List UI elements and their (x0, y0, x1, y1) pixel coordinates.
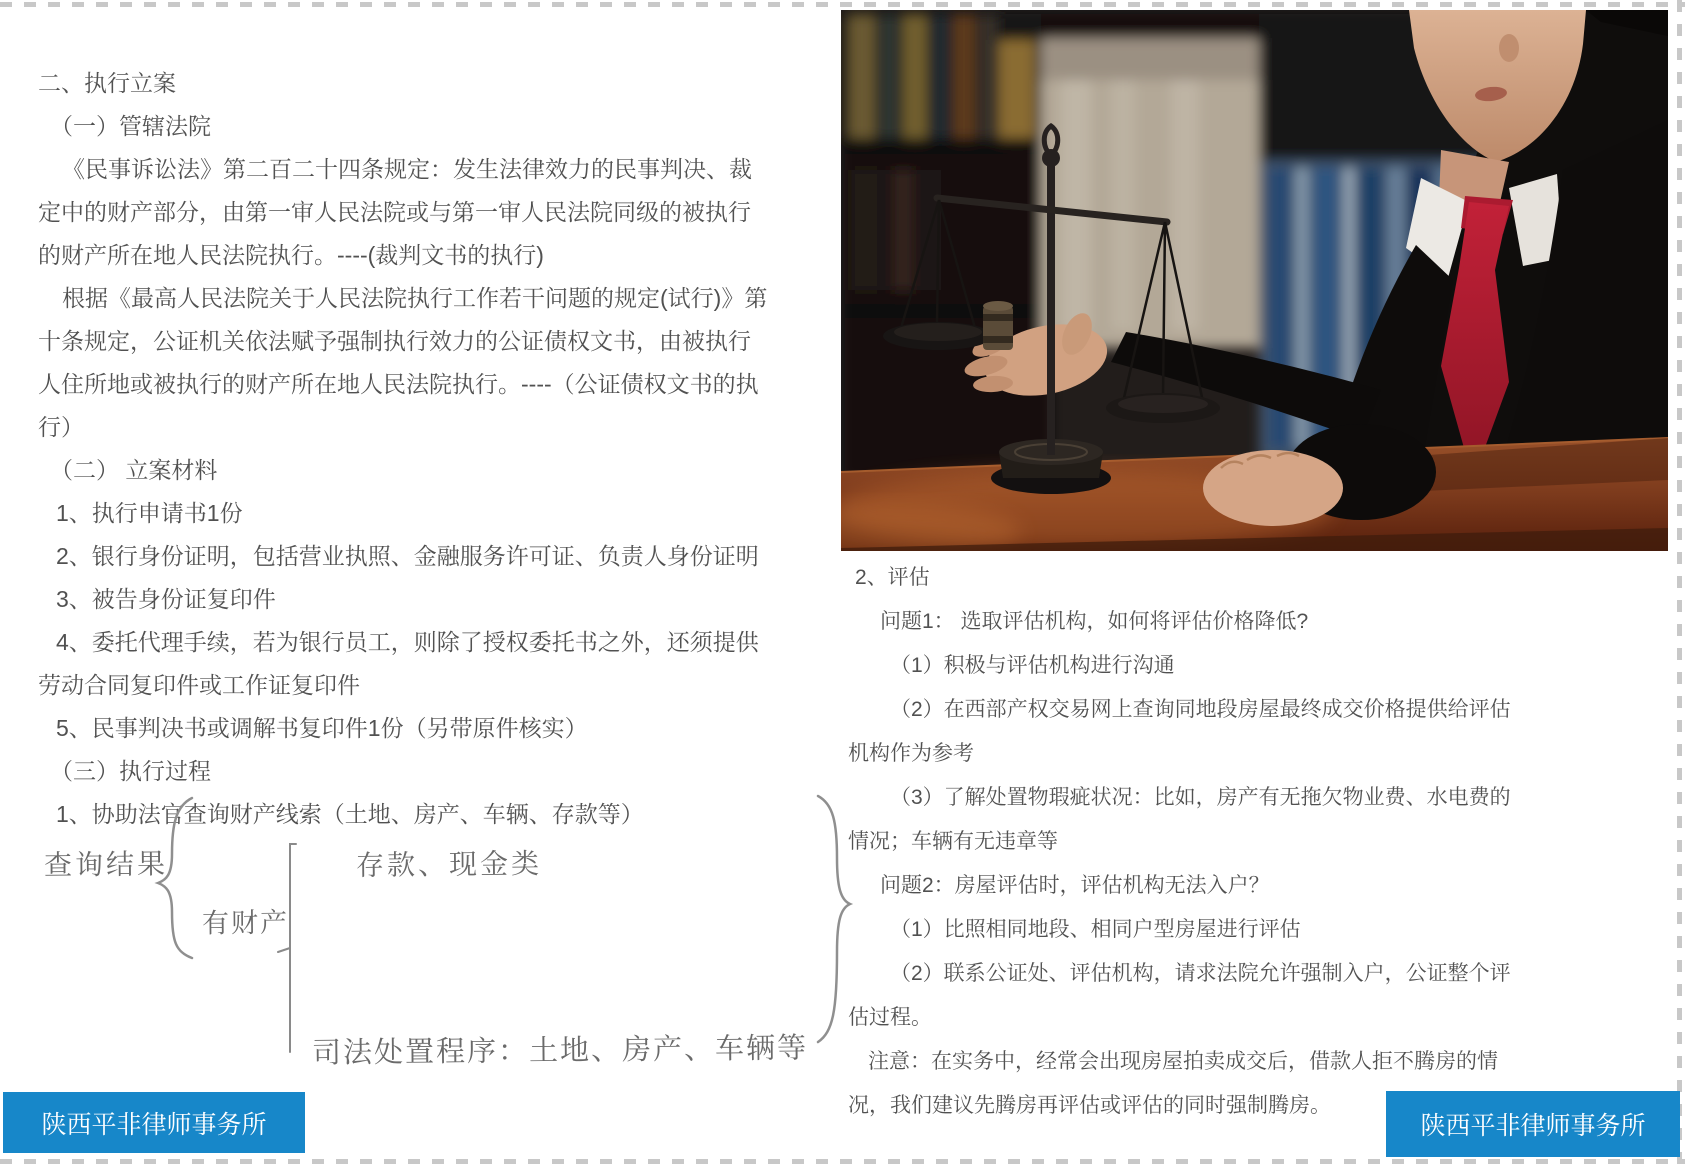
paragraph: （2）联系公证处、评估机构，请求法院允许强制入户，公证整个评估过程。 (848, 962, 1511, 1029)
dashed-border-top (0, 2, 1685, 7)
lawyer-scales-photo (841, 10, 1668, 551)
paragraph: 5、民事判决书或调解书复印件1份（另带原件核实） (56, 715, 588, 741)
paragraph: 《民事诉讼法》第二百二十四条规定：发生法律效力的民事判决、裁定中的财产部分，由第一审人民法院或与第一审人民法院同级的被执行的财产所在地人民法院执行。----(裁判文书的执行) (38, 156, 752, 268)
diagram-branch-label: 有财产 (201, 907, 290, 939)
paragraph: 根据《最高人民法院关于人民法院执行工作若干问题的规定(试行)》第十条规定，公证机关依法赋予强制执行效力的公证债权文书，由被执行人住所地或被执行的财产所在地人民法院执行。----（公证债权文书的执行） (38, 285, 768, 440)
diagram-root-label: 查询结果 (43, 849, 169, 882)
paragraph: 2、评估 (855, 566, 930, 589)
paragraph: 二、执行立案 (38, 70, 176, 96)
paragraph: （3）了解处置物瑕疵状况：比如，房产有无拖欠物业费、水电费的情况；车辆有无违章等 (848, 786, 1511, 853)
paragraph: （2）在西部产权交易网上查询同地段房屋最终成交价格提供给评估机构作为参考 (848, 698, 1511, 765)
footer-right-bar (1386, 1091, 1680, 1157)
paragraph: 2、银行身份证明，包括营业执照、金融服务许可证、负责人身份证明 (56, 543, 759, 569)
dashed-border-bottom (0, 1159, 1685, 1164)
paragraph: 3、被告身份证复印件 (56, 586, 276, 612)
paragraph: （二） 立案材料 (50, 457, 218, 483)
dashed-border-right (1677, 0, 1682, 1168)
paragraph: 问题1： 选取评估机构，如何将评估价格降低? (880, 610, 1309, 633)
paragraph: 1、协助法官查询财产线索（土地、房产、车辆、存款等） (56, 801, 644, 827)
paragraph: 4、委托代理手续，若为银行员工，则除了授权委托书之外，还须提供劳动合同复印件或工作证复印件 (38, 629, 759, 698)
lawyer-scales-illustration (841, 10, 1668, 551)
paragraph: （三）执行过程 (50, 758, 211, 784)
paragraph: 注意：在实务中，经常会出现房屋拍卖成交后，借款人拒不腾房的情况，我们建议先腾房再评估或评估的同时强制腾房。 (848, 1050, 1498, 1117)
paragraph: （一）管辖法院 (50, 113, 211, 139)
paragraph: 1、执行申请书1份 (56, 500, 243, 526)
right-curly-brace (818, 796, 850, 1042)
paragraph: （1）比照相同地段、相同户型房屋进行评估 (890, 918, 1301, 941)
right-text-column (848, 556, 1518, 1128)
paragraph: （1）积极与评估机构进行沟通 (890, 654, 1175, 677)
law-firm-name: 陕西平非律师事务所 (1420, 1112, 1646, 1140)
paragraph: 问题2：房屋评估时，评估机构无法入户？ (880, 874, 1270, 897)
diagram-leaf-top-label: 存款、现金类 (355, 849, 543, 882)
middle-bracket (278, 844, 296, 1052)
law-firm-name: 陕西平非律师事务所 (41, 1110, 267, 1139)
left-text-column (38, 62, 770, 836)
diagram-leaf-bottom-label: 司法处置程序：土地、房产、车辆等 (311, 1032, 809, 1070)
footer-left-bar (3, 1092, 305, 1153)
